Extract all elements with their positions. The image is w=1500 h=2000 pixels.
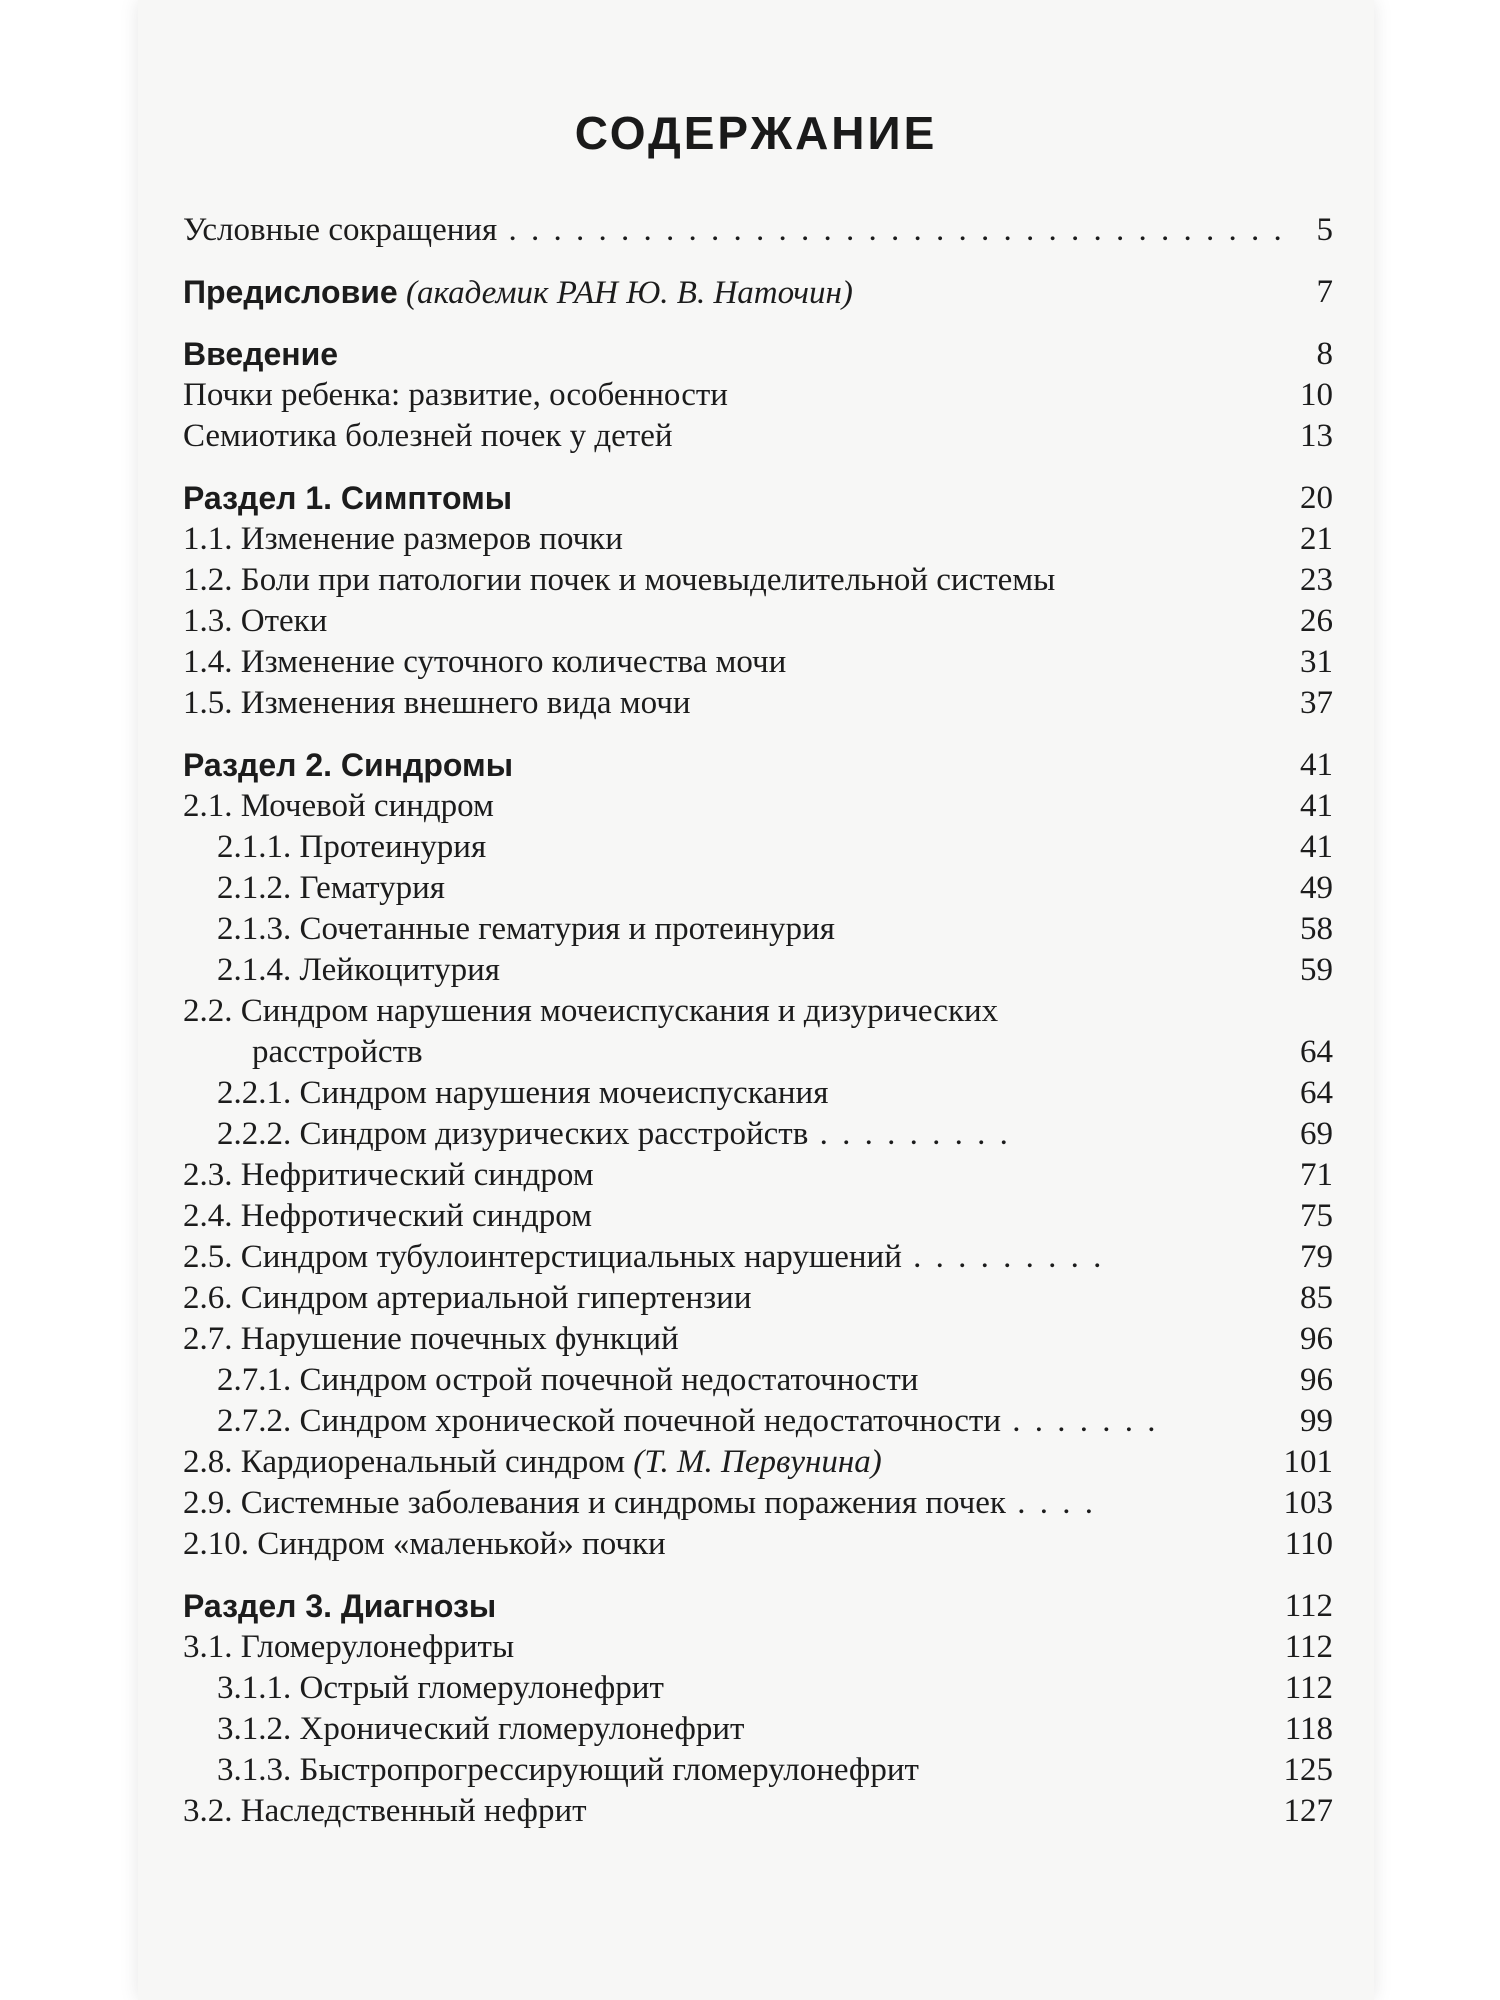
toc-page-number: 96	[1300, 1362, 1333, 1398]
toc-entry-1-5[interactable]	[183, 683, 1333, 724]
toc-page-number: 41	[1300, 829, 1333, 865]
toc-entry-3-1-1[interactable]	[183, 1668, 1333, 1709]
toc-entry-section-3[interactable]	[183, 1586, 1333, 1627]
toc-page-number: 71	[1300, 1157, 1333, 1193]
toc-entry-author: (академик РАН Ю. В. Наточин)	[405, 275, 853, 311]
toc-entry-label: 1.5. Изменения внешнего вида мочи	[183, 685, 691, 721]
toc-entry-label: 2.7. Нарушение почечных функций	[183, 1321, 679, 1357]
toc-page-number: 112	[1284, 1629, 1333, 1665]
toc-entry-label: 2.10. Синдром «маленькой» почки	[183, 1526, 666, 1562]
toc-entry-3-1-2[interactable]	[183, 1709, 1333, 1750]
toc-page-number: 69	[1300, 1116, 1333, 1152]
toc-entry-label: Раздел 2. Синдромы	[183, 747, 514, 783]
toc-entry-label: Предисловие	[183, 274, 398, 310]
toc-page-number: 59	[1300, 952, 1333, 988]
toc-entry-label: 2.5. Синдром тубулоинтерстициальных нарушений	[183, 1239, 902, 1275]
toc-page-number: 101	[1283, 1444, 1333, 1480]
toc-entry-kidney-development[interactable]	[183, 375, 1333, 416]
toc-entry-2-2-1[interactable]	[183, 1073, 1333, 1114]
toc-page-number: 112	[1284, 1588, 1333, 1624]
toc-entry-label: 2.4. Нефротический синдром	[183, 1198, 592, 1234]
toc-entry-2-6[interactable]	[183, 1278, 1333, 1319]
toc-entry-2-8[interactable]	[183, 1442, 1333, 1483]
toc-entry-2-1-1[interactable]	[183, 827, 1333, 868]
toc-entry-1-4[interactable]	[183, 642, 1333, 683]
toc-entry-label: 1.1. Изменение размеров почки	[183, 521, 623, 557]
toc-entry-label: 3.1.3. Быстропрогрессирующий гломерулонефрит	[217, 1752, 919, 1788]
table-of-contents	[183, 210, 1333, 1832]
toc-entry-2-7[interactable]	[183, 1319, 1333, 1360]
toc-page-number: 8	[1316, 336, 1333, 372]
toc-page-number: 99	[1300, 1403, 1333, 1439]
toc-page-number: 118	[1284, 1711, 1333, 1747]
page-title: СОДЕРЖАНИЕ	[574, 107, 938, 159]
toc-entry-label: 3.2. Наследственный нефрит	[183, 1793, 587, 1829]
toc-entry-label: 2.3. Нефритический синдром	[183, 1157, 594, 1193]
toc-entry-label: 2.8. Кардиоренальный синдром	[183, 1444, 626, 1480]
toc-entry-semiotics[interactable]	[183, 416, 1333, 457]
toc-page-number: 20	[1300, 480, 1333, 516]
toc-entry-label: 2.1.3. Сочетанные гематурия и протеинурия	[217, 911, 835, 947]
toc-entry-3-1-3[interactable]	[183, 1750, 1333, 1791]
toc-page-number: 7	[1316, 274, 1333, 310]
toc-entry-label: 2.1. Мочевой синдром	[183, 788, 494, 824]
toc-entry-2-1-2[interactable]	[183, 868, 1333, 909]
toc-entry-label: Почки ребенка: развитие, особенности	[183, 377, 728, 413]
toc-entry-2-7-1[interactable]	[183, 1360, 1333, 1401]
toc-entry-label: Раздел 1. Симптомы	[183, 480, 513, 516]
toc-page-number: 10	[1300, 377, 1333, 413]
toc-entry-2-1-3[interactable]	[183, 909, 1333, 950]
toc-entry-label: 2.1.4. Лейкоцитурия	[217, 952, 500, 988]
toc-page-number: 127	[1283, 1793, 1333, 1829]
toc-entry-section-2[interactable]	[183, 745, 1333, 786]
toc-page-number: 96	[1300, 1321, 1333, 1357]
toc-page-number: 49	[1300, 870, 1333, 906]
toc-entry-label: 2.1.2. Гематурия	[217, 870, 445, 906]
toc-entry-label: 2.7.2. Синдром хронической почечной недостаточности	[217, 1403, 1002, 1439]
toc-page-number: 58	[1300, 911, 1333, 947]
toc-page-number: 31	[1300, 644, 1333, 680]
toc-entry-2-1-4[interactable]	[183, 950, 1333, 991]
toc-entry-2-4[interactable]	[183, 1196, 1333, 1237]
toc-leader-dots: . . . .	[1005, 1485, 1096, 1521]
toc-entry-label: 3.1.1. Острый гломерулонефрит	[217, 1670, 664, 1706]
toc-entry-label: Семиотика болезней почек у детей	[183, 418, 673, 454]
toc-page-number: 26	[1300, 603, 1333, 639]
toc-entry-introduction[interactable]	[183, 334, 1333, 375]
toc-entry-abbreviations[interactable]	[183, 210, 1333, 251]
toc-entry-section-1[interactable]	[183, 478, 1333, 519]
toc-entry-label: 3.1.2. Хронический гломерулонефрит	[217, 1711, 745, 1747]
toc-entry-2-9[interactable]	[183, 1483, 1333, 1524]
toc-page-number: 21	[1300, 521, 1333, 557]
toc-page-number: 110	[1284, 1526, 1333, 1562]
toc-page-number: 112	[1284, 1670, 1333, 1706]
toc-entry-2-5[interactable]	[183, 1237, 1333, 1278]
toc-page-number: 125	[1283, 1752, 1333, 1788]
toc-page-number: 41	[1300, 747, 1333, 783]
toc-entry-label: Раздел 3. Диагнозы	[183, 1588, 497, 1624]
book-page	[138, 0, 1374, 2000]
toc-page-number: 75	[1300, 1198, 1333, 1234]
toc-entry-1-3[interactable]	[183, 601, 1333, 642]
toc-entry-label: 2.7.1. Синдром острой почечной недостаточности	[217, 1362, 919, 1398]
toc-page-number: 13	[1300, 418, 1333, 454]
toc-entry-2-3[interactable]	[183, 1155, 1333, 1196]
toc-entry-label: 1.2. Боли при патологии почек и мочевыделительной системы	[183, 562, 1056, 598]
toc-entry-label: 2.6. Синдром артериальной гипертензии	[183, 1280, 752, 1316]
toc-entry-label: 2.9. Системные заболевания и синдромы поражения почек	[183, 1485, 1006, 1521]
toc-entry-label: 2.1.1. Протеинурия	[217, 829, 487, 865]
toc-entry-label: 2.2.2. Синдром дизурических расстройств	[217, 1116, 809, 1152]
toc-entry-3-1[interactable]	[183, 1627, 1333, 1668]
toc-entry-1-1[interactable]	[183, 519, 1333, 560]
toc-entry-label: 2.2.1. Синдром нарушения мочеиспускания	[217, 1075, 829, 1111]
toc-page-number: 64	[1300, 1034, 1333, 1070]
toc-page-number: 37	[1300, 685, 1333, 721]
toc-page-number: 64	[1300, 1075, 1333, 1111]
toc-entry-2-7-2[interactable]	[183, 1401, 1333, 1442]
toc-page-number: 79	[1300, 1239, 1333, 1275]
toc-entry-author: (Т. М. Первунина)	[633, 1444, 882, 1480]
toc-page-number: 41	[1300, 788, 1333, 824]
toc-entry-label: Условные сокращения	[183, 212, 498, 248]
toc-leader-dots: . . . . . . . . .	[901, 1239, 1105, 1275]
toc-entry-2-1[interactable]	[183, 786, 1333, 827]
toc-entry-label: 3.1. Гломерулонефриты	[183, 1629, 515, 1665]
toc-entry-2-10[interactable]	[183, 1524, 1333, 1565]
toc-entry-label-continuation: расстройств	[252, 1034, 423, 1070]
toc-entry-2-2[interactable]	[183, 991, 1333, 1073]
toc-entry-2-2-2[interactable]	[183, 1114, 1333, 1155]
toc-entry-label: 1.3. Отеки	[183, 603, 328, 639]
toc-entry-1-2[interactable]	[183, 560, 1333, 601]
toc-leader-dots: . . . . . . . . . . . . . . . . . . . . . . . . . . . . . . . . . . .	[497, 212, 1285, 248]
toc-entry-preface[interactable]	[183, 272, 1333, 313]
toc-leader-dots: . . . . . . . . .	[808, 1116, 1011, 1152]
toc-page-number: 85	[1300, 1280, 1333, 1316]
toc-entry-label: Введение	[183, 336, 339, 372]
toc-leader-dots: . . . . . . .	[1001, 1403, 1159, 1439]
toc-page-number: 23	[1300, 562, 1333, 598]
toc-page-number: 103	[1283, 1485, 1333, 1521]
toc-entry-3-2[interactable]	[183, 1791, 1333, 1832]
toc-page-number: 5	[1316, 212, 1333, 248]
toc-entry-label: 1.4. Изменение суточного количества мочи	[183, 644, 787, 680]
toc-entry-label: 2.2. Синдром нарушения мочеиспускания и дизурических	[183, 993, 999, 1029]
